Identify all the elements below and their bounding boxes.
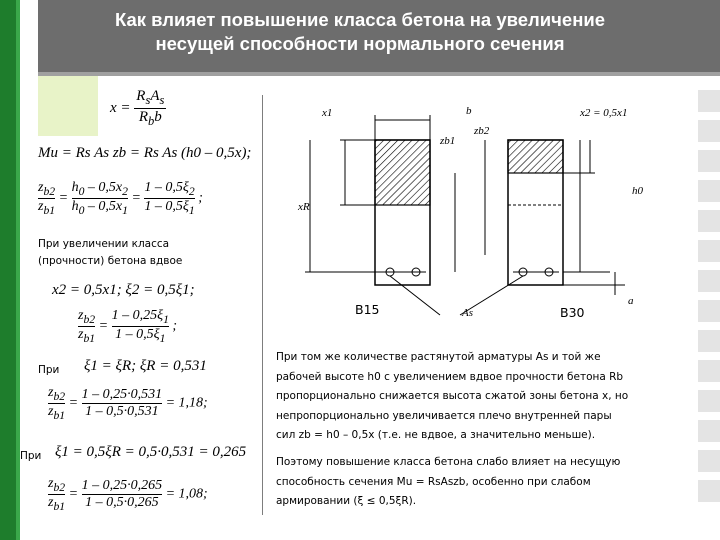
title-line-2: несущей способности нормального сечения	[155, 33, 565, 54]
formula-zb-ratio: $\frac{z_{b2}}{z_{b1}}$ = $\frac{h_0 - 0,5x_2}{h_0 - 0,5x_1}$ = $\frac{1 - 0,5\xi_2}{1 - 0,5\xi_1}$ ;	[38, 180, 203, 217]
explanation-paragraph-2	[276, 453, 708, 512]
label-a: a	[628, 295, 634, 307]
label-b15: В15	[355, 302, 380, 317]
label-as: As	[462, 307, 473, 319]
section-diagram	[280, 95, 660, 340]
label-zb1: zb1	[440, 135, 456, 147]
left-text-line-1: При увеличении класса	[38, 238, 170, 250]
column-divider	[262, 95, 263, 515]
label-xR: xR	[298, 201, 310, 213]
left-text	[38, 236, 182, 270]
section-drawing	[280, 95, 660, 335]
label-b: b	[466, 105, 472, 117]
explanation-line: Поэтому повышение класса бетона слабо влияет на несущую	[276, 456, 621, 468]
left-decor-strip	[0, 0, 16, 540]
formula-mu: Mu = Rs As zb = Rs As (h0 – 0,5x);	[38, 145, 252, 161]
pri-label-1: При	[38, 364, 60, 376]
title-line-1: Как влияет повышение класса бетона на увеличение	[114, 9, 606, 30]
explanation-line: армировании (ξ ≤ 0,5ξR).	[276, 495, 417, 507]
label-zb2: zb2	[474, 125, 490, 137]
label-x2: x2 = 0,5x1	[580, 107, 628, 119]
decor-block	[38, 76, 98, 136]
left-text-line-2: (прочности) бетона вдвое	[38, 255, 183, 267]
formula-xi-r: ξ1 = ξR; ξR = 0,531	[84, 358, 207, 374]
label-h0: h0	[632, 185, 643, 197]
label-b30: В30	[560, 305, 585, 320]
formula-x: x = $R_sA_s$ $R_bb$	[110, 88, 165, 128]
slide-title	[60, 8, 660, 56]
formula-result-1: $\frac{z_{b2}}{z_{b1}}$ = $\frac{1 - 0,25\cdot 0,531}{1 - 0,5\cdot 0,531}$ = 1,18;	[48, 385, 208, 422]
explanation-line: При том же количестве растянутой арматуры As и той же	[276, 351, 601, 363]
explanation-line: сил zb = h0 – 0,5x (т.е. не вдвое, а значительно меньше).	[276, 429, 596, 441]
explanation-paragraph-1	[276, 348, 708, 446]
explanation-line: пропорционально снижается высота сжатой зоны бетона x, но	[276, 390, 629, 402]
pri-label-2: При	[20, 450, 42, 462]
compression-zone-left	[375, 140, 430, 205]
explanation-line: непропорционально увеличивается плечо внутренней пары	[276, 409, 612, 422]
compression-zone-right	[508, 140, 563, 173]
right-decor-squares	[690, 90, 720, 510]
formula-x2: x2 = 0,5x1; ξ2 = 0,5ξ1;	[52, 282, 195, 298]
label-x1: x1	[322, 107, 333, 119]
formula-xi-half: ξ1 = 0,5ξR = 0,5·0,531 = 0,265	[55, 444, 247, 460]
formula-result-2: $\frac{z_{b2}}{z_{b1}}$ = $\frac{1 - 0,25\cdot 0,265}{1 - 0,5\cdot 0,265}$ = 1,08;	[48, 476, 208, 513]
header-shadow	[38, 72, 720, 76]
explanation-line: способность сечения Mu = RsAszb, особенно при слабом	[276, 475, 591, 488]
formula-ratio-xi: $\frac{z_{b2}}{z_{b1}}$ = $\frac{1 - 0,25\xi_1}{1 - 0,5\xi_1}$ ;	[78, 308, 178, 345]
explanation-line: рабочей высоте h0 с увеличением вдвое прочности бетона Rb	[276, 370, 624, 383]
